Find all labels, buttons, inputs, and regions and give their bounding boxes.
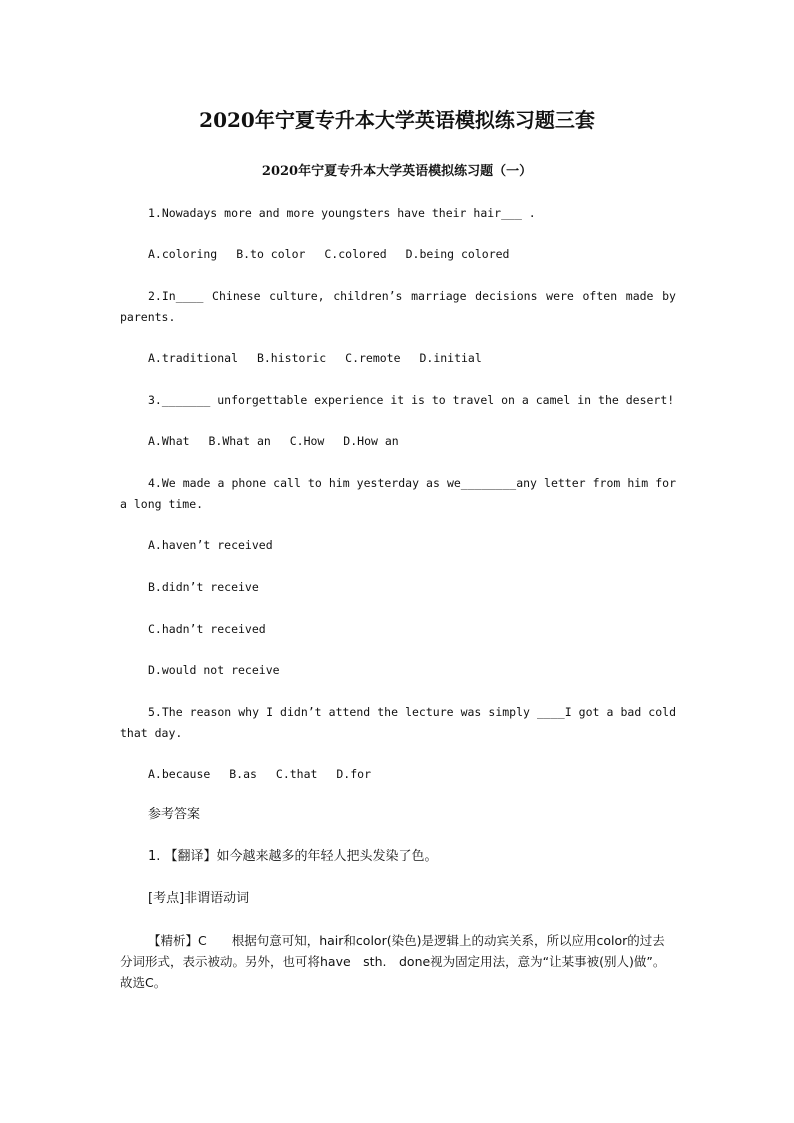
document-title: 2020年宁夏专升本大学英语模拟练习题三套 (199, 108, 595, 132)
question-4-option-a: A.haven’t received (148, 538, 273, 552)
question-5-option-a: A.because (148, 767, 211, 781)
question-3-options (148, 431, 688, 452)
question-1-option-c: C.colored (324, 247, 387, 261)
question-1-stem: 1.Nowadays more and more youngsters have their hair___ . (148, 206, 536, 220)
question-1-options (148, 244, 688, 265)
question-2-option-c: C.remote (345, 351, 401, 365)
question-5-option-c: C.that (275, 767, 318, 781)
answers-heading: 参考答案 (148, 807, 201, 822)
question-5-option-b: B.as (229, 767, 257, 781)
answer-1-analysis: 【精析】C 根据句意可知，hair和color(染色)是逻辑上的动宾关系，所以应用color的过去分词形式，表示被动。另外，也可将have sth. done视为固定用法，意为“让某事被(别人)做”。故选C。 (120, 933, 666, 990)
question-3-option-d: D.How an (343, 434, 399, 448)
question-5-stem: 5.The reason why I didn’t attend the lecture was simply ____I got a bad cold that day. (120, 705, 676, 740)
question-1-option-d: D.being colored (405, 247, 510, 261)
question-4-stem: 4.We made a phone call to him yesterday as we________any letter from him for a long time. (120, 476, 676, 511)
question-1-option-a: A.coloring (148, 247, 218, 261)
question-3-option-b: B.What an (208, 434, 271, 448)
question-1-option-b: B.to color (236, 247, 306, 261)
question-2-option-b: B.historic (256, 351, 327, 365)
question-3-option-a: A.What (148, 434, 190, 448)
question-5-option-d: D.for (336, 767, 371, 781)
answer-1-translation: 1. 【翻译】如今越来越多的年轻人把头发染了色。 (148, 849, 438, 864)
question-2-options (148, 348, 688, 369)
question-3-stem: 3._______ unforgettable experience it is to travel on a camel in the desert! (148, 393, 675, 407)
document-subtitle: 2020年宁夏专升本大学英语模拟练习题（一） (261, 164, 533, 179)
question-4-option-d: D.would not receive (148, 663, 280, 677)
question-4-option-c: C.hadn’t received (148, 622, 266, 636)
question-5-options (148, 764, 688, 785)
question-3-option-c: C.How (289, 434, 325, 448)
question-2-stem: 2.In____ Chinese culture, children’s marriage decisions were often made by parents. (120, 289, 676, 324)
question-2-option-d: D.initial (419, 351, 482, 365)
answer-1-point: [考点]非谓语动词 (148, 891, 250, 906)
question-2-option-a: A.traditional (148, 351, 239, 365)
question-4-option-b: B.didn’t receive (148, 580, 259, 594)
